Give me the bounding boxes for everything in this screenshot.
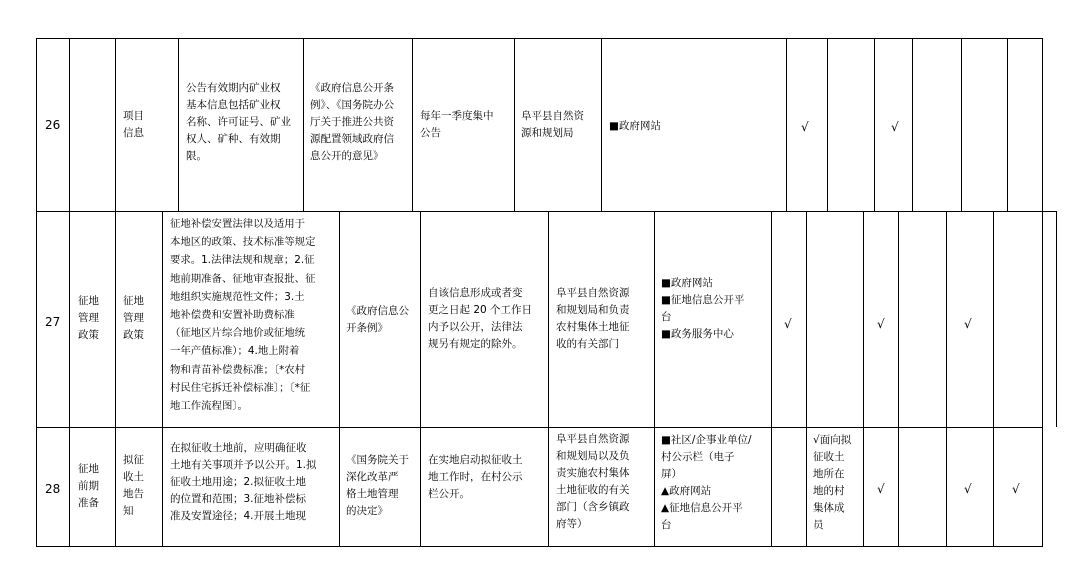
row-27-28-border xyxy=(806,211,807,546)
row-28-channel: ■社区/企事业单位/ 村公示栏（电子 屏） ▲政府网站 ▲征地信息公开平 台 xyxy=(661,434,752,531)
row-27-28-border xyxy=(1042,211,1043,546)
row-27-28-border xyxy=(863,211,864,546)
row-26-border xyxy=(412,38,413,211)
row-27-check-2: √ xyxy=(877,317,885,331)
row-27-subcategory: 征地 管理 政策 xyxy=(123,295,144,341)
row-26-basis: 《政府信息公开条 例》、《国务院办公 厅关于推进公共资 源配置领域政府信 息公开的意见》 xyxy=(310,82,394,162)
row-26-border xyxy=(961,38,962,211)
row-27-28-border xyxy=(946,211,947,546)
row-27-check-3: √ xyxy=(964,317,972,331)
row-26-border xyxy=(69,38,70,211)
row-26-timing: 每年一季度集中 公告 xyxy=(420,110,494,139)
row-26-check-1: √ xyxy=(801,120,809,134)
row-27-basis: 《政府信息公 开条例》 xyxy=(346,305,409,334)
row-28-subject: 阜平县自然资源 和规划局以及负 责实施农村集体 土地征收的有关 部门（含乡镇政 府等） xyxy=(556,433,630,530)
row-28-check-1: √ xyxy=(877,482,885,496)
row-27-timing: 自该信息形成或者变 更之日起 20 个工作日 内予以公开，法律法 规另有规定的除外。 xyxy=(428,287,533,350)
row-28-content: 在拟征收土地前，应明确征收 土地有关事项并予以公开。1.拟 征收土地用途；2.拟征收土地 的位置和范围；3.征地补偿标 准及安置途径；4.开展土地现 xyxy=(170,442,317,522)
row-26-check-2: √ xyxy=(891,120,899,134)
row-27-28-border xyxy=(420,211,421,546)
row-26-border xyxy=(786,38,787,211)
row-28-check-2: √ xyxy=(964,482,972,496)
row-26-border xyxy=(178,38,179,211)
row-27-28-border xyxy=(654,211,655,546)
row-28-check-3: √ xyxy=(1012,482,1020,496)
row-28-basis: 《国务院关于 深化改革严 格土地管理 的决定》 xyxy=(346,454,409,517)
row-26-border xyxy=(827,38,828,211)
row-27-check-1: √ xyxy=(784,317,792,331)
table-rule-top xyxy=(36,38,1043,39)
row-27-28-border xyxy=(69,211,70,546)
row-27-channel: ■政府网站 ■征地信息公开平 台 ■政务服务中心 xyxy=(661,277,745,340)
row-26-border xyxy=(1042,38,1043,211)
row-26-number: 26 xyxy=(45,118,61,132)
row-27-content: 征地补偿安置法律以及适用于 本地区的政策、技术标准等规定 要求。1.法律法规和规章；2.征 地前期准备、征地审查报批、征 地组织实施规范性文件；3.土 地补偿费和安置补助费标准 （征地区片综合地价或征地统 一年产值标准）；4.地上附着 物和青苗补偿费标准；〔*农村 村民住宅拆迁补偿标准〕；〔*征 地工作流程图〕。 xyxy=(170,218,316,413)
row-27-28-border xyxy=(115,211,116,546)
row-26-border xyxy=(912,38,913,211)
row-26-border xyxy=(1007,38,1008,211)
row-26-border xyxy=(514,38,515,211)
row-27-subject: 阜平县自然资源 和规划局和负责 农村集体土地征 收的有关部门 xyxy=(556,287,630,350)
row-27-28-border xyxy=(898,211,899,546)
row-28-scope: √面向拟 征收土 地所在 地的村 集体成 员 xyxy=(813,434,852,531)
row-26-content: 公告有效期内矿业权 基本信息包括矿业权 名称、许可证号、矿业 权人、矿种、有效期 限。 xyxy=(186,82,291,162)
row-26-border xyxy=(115,38,116,211)
row-26-border xyxy=(874,38,875,211)
row-27-28-border xyxy=(339,211,340,546)
row-27-category: 征地 管理 政策 xyxy=(78,295,99,341)
table-rule-27-28 xyxy=(36,427,1043,428)
table-rule-26-27 xyxy=(36,211,1056,212)
row-26-subcategory: 项目 信息 xyxy=(123,110,144,139)
row-28-timing: 在实地启动拟征收土 地工作时，在村公示 栏公开。 xyxy=(428,454,523,500)
row-27-28-border xyxy=(771,211,772,546)
row-26-border xyxy=(601,38,602,211)
row-28-number: 28 xyxy=(45,482,61,496)
row-26-channel: ■政府网站 xyxy=(609,120,661,132)
row-28-subcategory: 拟征 收土 地告 知 xyxy=(123,454,144,517)
row-27-number: 27 xyxy=(45,315,61,329)
row-26-border xyxy=(36,38,37,211)
row-26-border xyxy=(303,38,304,211)
row-28-category: 征地 前期 准备 xyxy=(78,463,99,509)
row-27-28-border xyxy=(993,211,994,546)
row-27-28-border xyxy=(162,211,163,546)
row-26-subject: 阜平县自然资 源和规划局 xyxy=(521,110,584,139)
table-rule-bottom xyxy=(36,546,1043,547)
row-27-28-border xyxy=(548,211,549,546)
row-27-28-border xyxy=(36,211,37,546)
row-27-outer-border xyxy=(1056,211,1057,427)
